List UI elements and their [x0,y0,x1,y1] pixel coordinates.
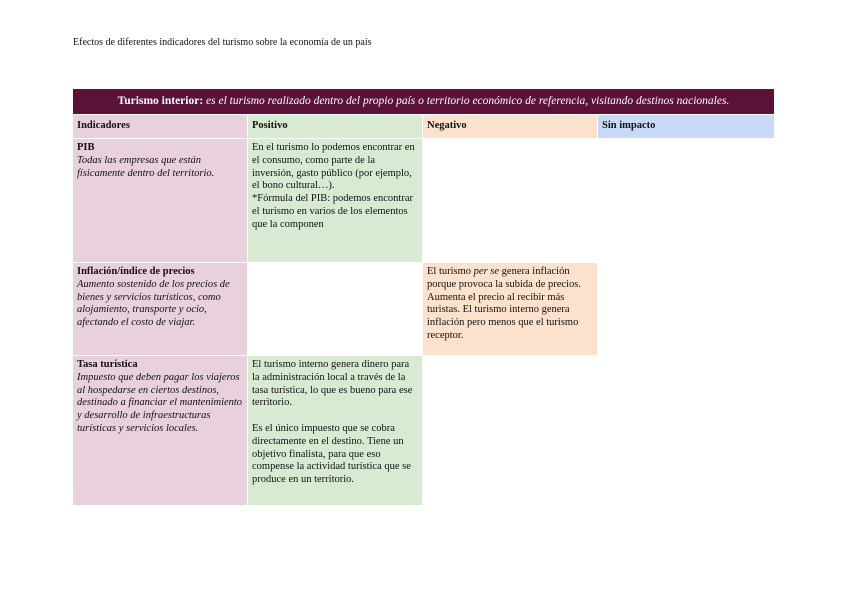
positive-cell [248,356,423,506]
banner-definition: es el turismo realizado dentro del propio país o territorio económico de referencia, visitando destinos nacionales. [203,95,730,107]
negative-cell [423,139,598,263]
indicator-description: Aumento sostenido de los precios de bienes y servicios turísticos, como alojamiento, transporte y ocio, afectando el costo de viajar. [77,278,230,329]
banner-term: Turismo interior: [117,95,204,107]
header-positivo: Positivo [248,115,423,139]
no-impact-cell [598,139,774,263]
negative-cell [423,263,598,356]
header-sin-impacto: Sin impacto [598,115,774,139]
indicators-table [73,89,774,506]
no-impact-cell [598,263,774,356]
negative-text-end: genera inflación porque provoca la subida de precios. Aumenta el precio al recibir más turistas. El turismo interno genera inflación pero menos que el turismo receptor. [427,266,581,341]
table-row [73,263,774,356]
header-negativo: Negativo [423,115,598,139]
indicator-description: Impuesto que deben pagar los viajeros al hospedarse en ciertos destinos, destinado a financiar el mantenimiento y desarrollo de infraestructuras turísticas y servicios locales. [77,371,243,434]
header-indicadores: Indicadores [73,115,248,139]
table-banner [73,89,774,115]
negative-cell [423,356,598,506]
negative-text-start: El turismo [427,266,474,277]
negative-text-emphasis: per se [473,266,500,277]
paragraph-gap [252,410,418,423]
indicator-title: PIB [77,142,95,153]
indicator-description: Todas las empresas que están físicamente dentro del territorio. [77,154,215,179]
positive-cell [248,139,423,263]
positive-text: El turismo interno genera dinero para la administración local a través de la tasa turística, lo que es bueno para ese territorio. [252,359,413,409]
positive-cell [248,263,423,356]
indicator-cell [73,263,248,356]
table-header-row [73,115,774,139]
positive-text-2: *Fórmula del PIB: podemos encontrar el turismo en varios de los elementos que la componen [252,193,413,230]
indicator-cell [73,139,248,263]
table-row [73,139,774,263]
document-title: Efectos de diferentes indicadores del turismo sobre la economía de un país [73,37,372,48]
indicator-cell [73,356,248,506]
no-impact-cell [598,356,774,506]
indicator-title: Tasa turística [77,359,138,370]
indicator-title: Inflación/índice de precios [77,266,195,277]
table-row [73,356,774,506]
positive-text-2: Es el único impuesto que se cobra directamente en el destino. Tiene un objetivo finalista, para que eso compense la actividad turística que se produce en un territorio. [252,422,411,486]
positive-text: En el turismo lo podemos encontrar en el consumo, como parte de la inversión, gasto público (por ejemplo, el bono cultural…). [252,142,415,192]
